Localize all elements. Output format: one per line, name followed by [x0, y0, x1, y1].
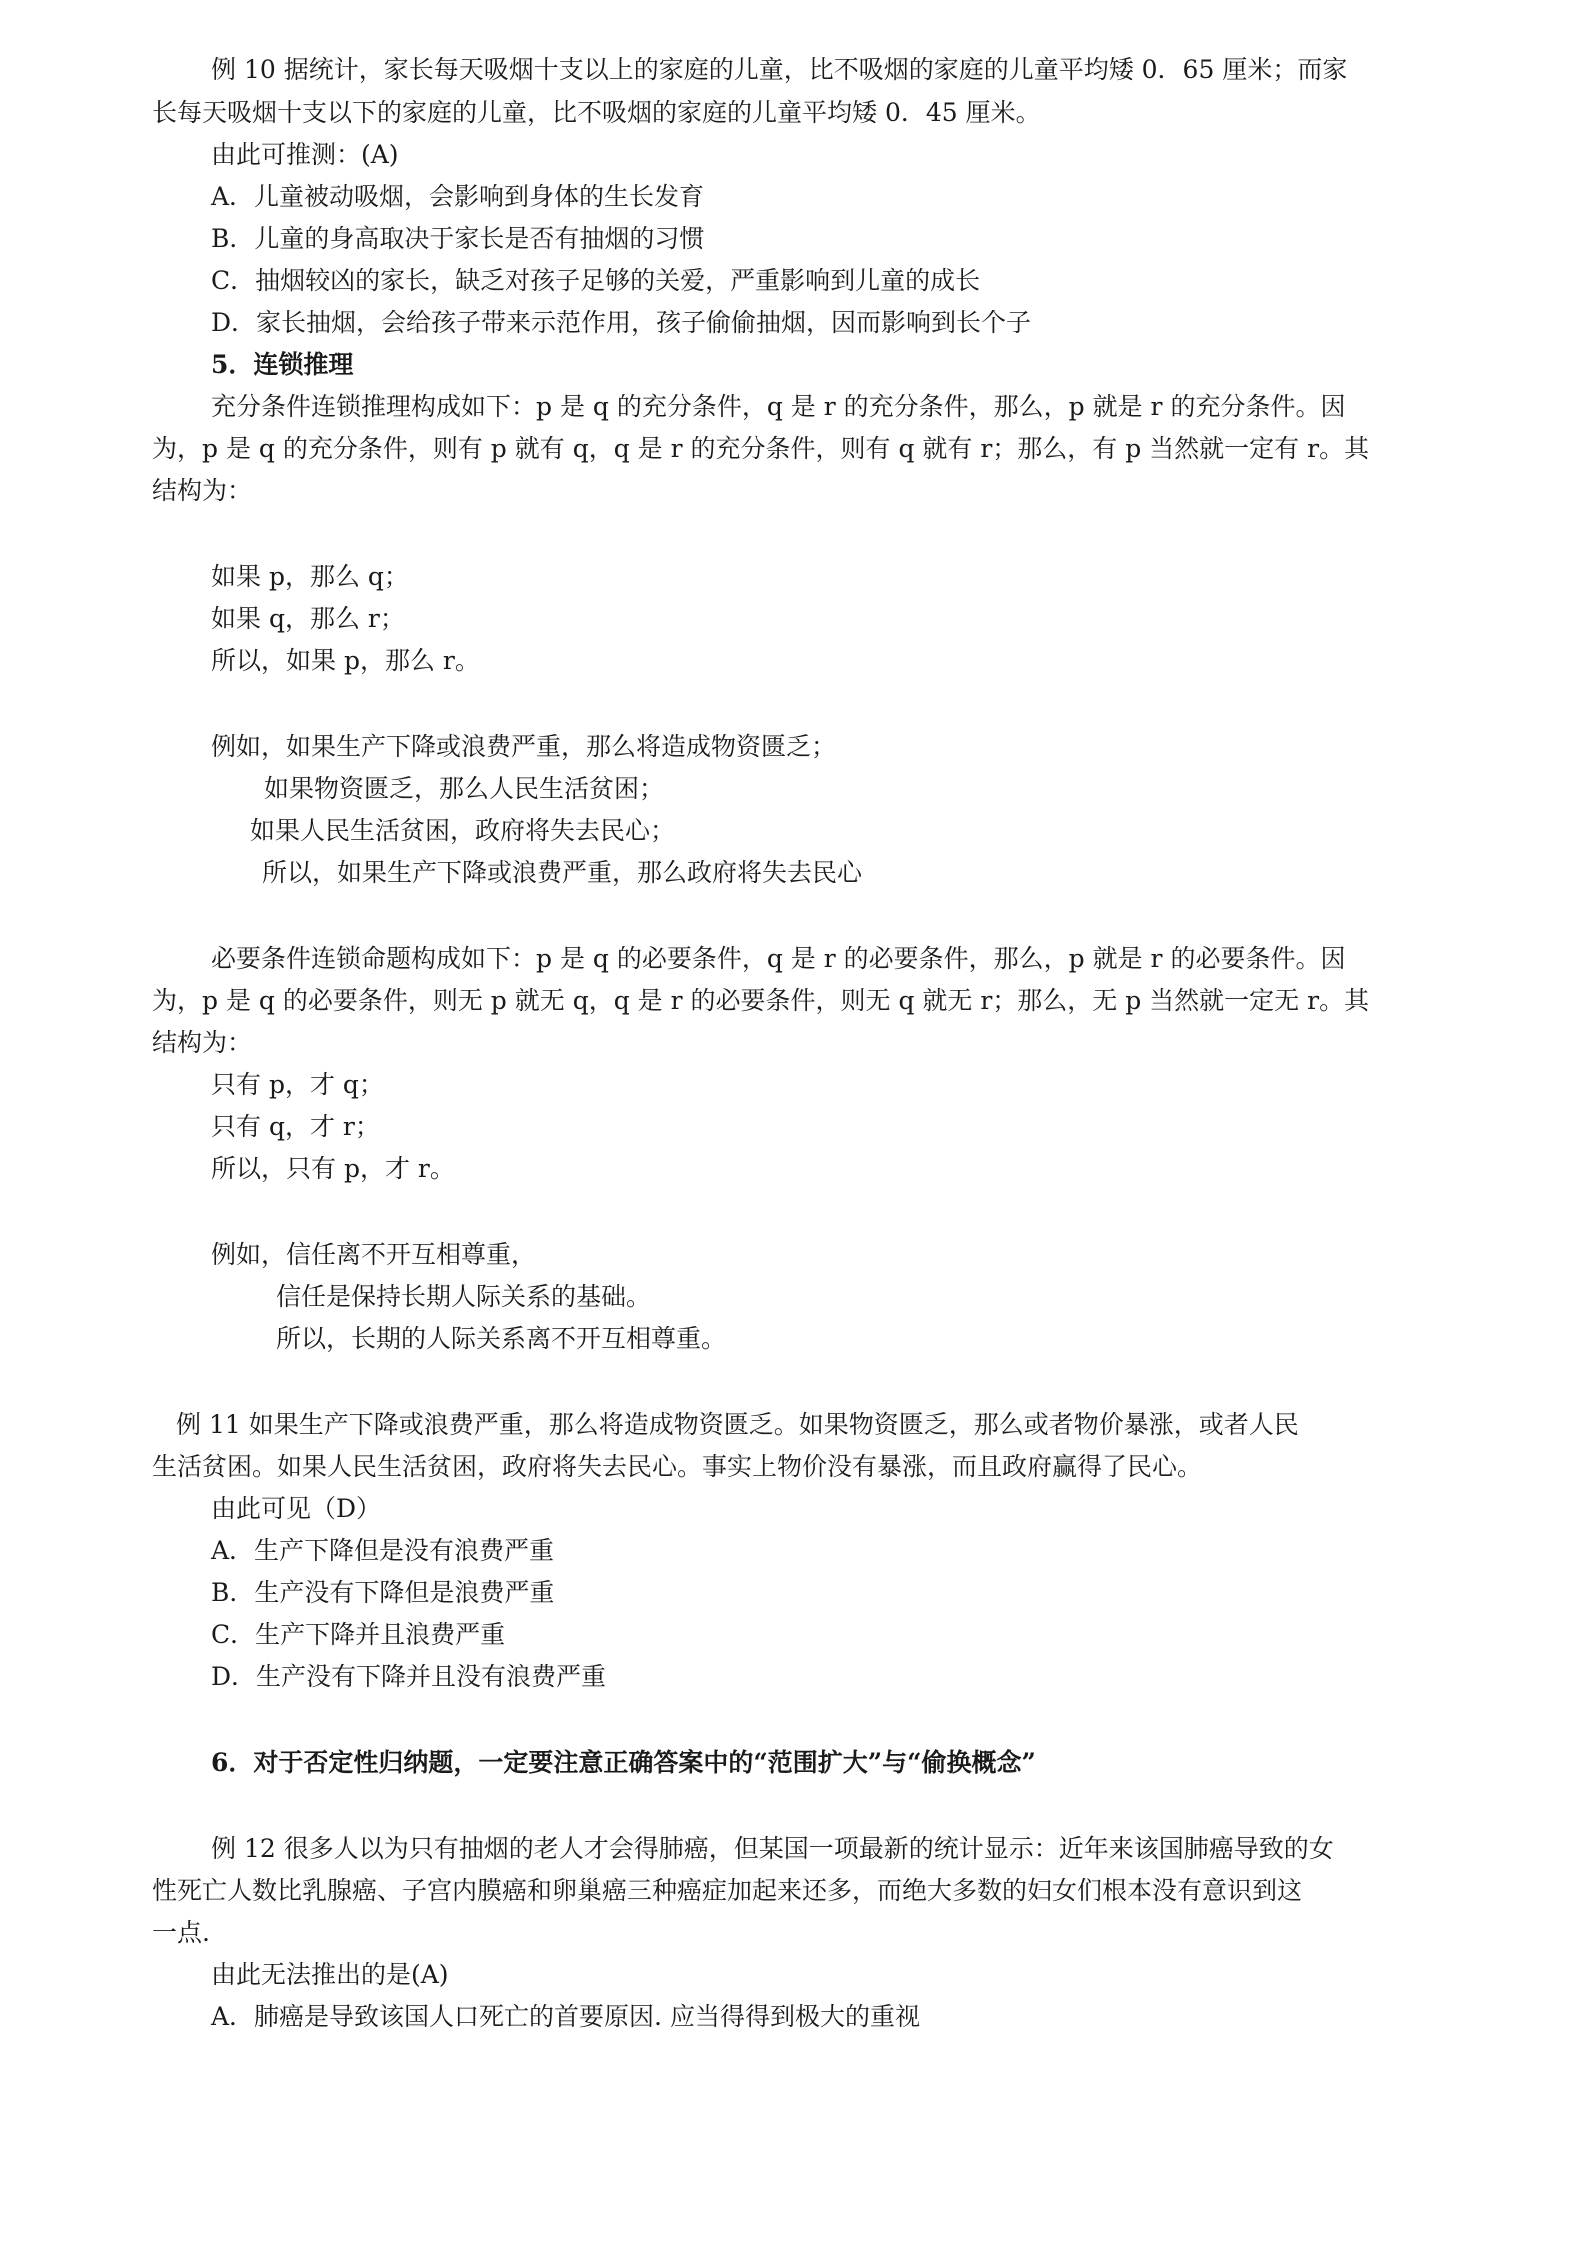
ex12-question: 由此无法推出的是(A): [211, 1960, 449, 1989]
ex10-option-d: D．家长抽烟，会给孩子带来示范作用，孩子偷偷抽烟，因而影响到长个子: [211, 308, 1032, 337]
ex11-option-c: C．生产下降并且浪费严重: [211, 1620, 506, 1649]
necessary-example-3: 所以，长期的人际关系离不开互相尊重。: [276, 1324, 727, 1353]
necessary-example-1: 例如，信任离不开互相尊重，: [211, 1240, 537, 1269]
sufficient-intro-line-1: 充分条件连锁推理构成如下：p 是 q 的充分条件，q 是 r 的充分条件，那么，p 就是 r 的充分条件。因: [211, 392, 1346, 421]
ex10-line-2: 长每天吸烟十支以下的家庭的儿童，比不吸烟的家庭的儿童平均矮 0．45 厘米。: [152, 98, 1041, 127]
sufficient-structure-3: 所以，如果 p，那么 r。: [211, 646, 480, 675]
sufficient-example-3: 如果人民生活贫困，政府将失去民心；: [250, 816, 676, 845]
necessary-structure-3: 所以，只有 p，才 r。: [211, 1154, 455, 1183]
sufficient-example-4: 所以，如果生产下降或浪费严重，那么政府将失去民心: [262, 858, 863, 887]
ex10-option-b: B．儿童的身高取决于家长是否有抽烟的习惯: [211, 224, 705, 253]
sufficient-intro-line-2: 为，p 是 q 的充分条件，则有 p 就有 q，q 是 r 的充分条件，则有 q 就有 r；那么，有 p 当然就一定有 r。其: [152, 434, 1370, 463]
ex11-option-b: B．生产没有下降但是浪费严重: [211, 1578, 555, 1607]
ex12-line-2: 性死亡人数比乳腺癌、子宫内膜癌和卵巢癌三种癌症加起来还多，而绝大多数的妇女们根本没有意识到这: [152, 1876, 1303, 1905]
necessary-intro-line-1: 必要条件连锁命题构成如下：p 是 q 的必要条件，q 是 r 的必要条件，那么，p 就是 r 的必要条件。因: [211, 944, 1346, 973]
sufficient-structure-2: 如果 q，那么 r；: [211, 604, 405, 633]
ex11-option-d: D．生产没有下降并且没有浪费严重: [211, 1662, 607, 1691]
ex10-line-1: 例 10 据统计，家长每天吸烟十支以上的家庭的儿童，比不吸烟的家庭的儿童平均矮 0．65 厘米；而家: [211, 55, 1348, 84]
ex10-option-a: A．儿童被动吸烟，会影响到身体的生长发育: [211, 182, 705, 211]
ex12-line-1: 例 12 很多人以为只有抽烟的老人才会得肺癌，但某国一项最新的统计显示：近年来该国肺癌导致的女: [211, 1834, 1334, 1863]
section-5-heading: 5．连锁推理: [211, 350, 354, 379]
ex12-option-a: A．肺癌是导致该国人口死亡的首要原因. 应当得得到极大的重视: [211, 2002, 920, 2031]
ex12-line-3: 一点.: [152, 1918, 210, 1947]
necessary-structure-1: 只有 p，才 q；: [211, 1070, 384, 1099]
ex11-line-2: 生活贫困。如果人民生活贫困，政府将失去民心。事实上物价没有暴涨，而且政府赢得了民心。: [152, 1452, 1203, 1481]
ex11-question: 由此可见（D）: [211, 1494, 382, 1523]
sufficient-intro-line-3: 结构为：: [152, 476, 253, 505]
ex11-option-a: A．生产下降但是没有浪费严重: [211, 1536, 555, 1565]
ex11-line-1: 例 11 如果生产下降或浪费严重，那么将造成物资匮乏。如果物资匮乏，那么或者物价暴涨，或者人民: [176, 1410, 1299, 1439]
ex10-question: 由此可推测：(A): [211, 140, 399, 169]
necessary-example-2: 信任是保持长期人际关系的基础。: [276, 1282, 652, 1311]
sufficient-example-1: 例如，如果生产下降或浪费严重，那么将造成物资匮乏；: [211, 732, 837, 761]
necessary-intro-line-2: 为，p 是 q 的必要条件，则无 p 就无 q，q 是 r 的必要条件，则无 q 就无 r；那么，无 p 当然就一定无 r。其: [152, 986, 1370, 1015]
section-6-heading: 6．对于否定性归纳题，一定要注意正确答案中的“范围扩大”与“偷换概念”: [211, 1748, 1036, 1777]
ex10-option-c: C．抽烟较凶的家长，缺乏对孩子足够的关爱，严重影响到儿童的成长: [211, 266, 981, 295]
sufficient-example-2: 如果物资匮乏，那么人民生活贫困；: [264, 774, 665, 803]
necessary-structure-2: 只有 q，才 r；: [211, 1112, 380, 1141]
necessary-intro-line-3: 结构为：: [152, 1028, 253, 1057]
sufficient-structure-1: 如果 p，那么 q；: [211, 562, 409, 591]
